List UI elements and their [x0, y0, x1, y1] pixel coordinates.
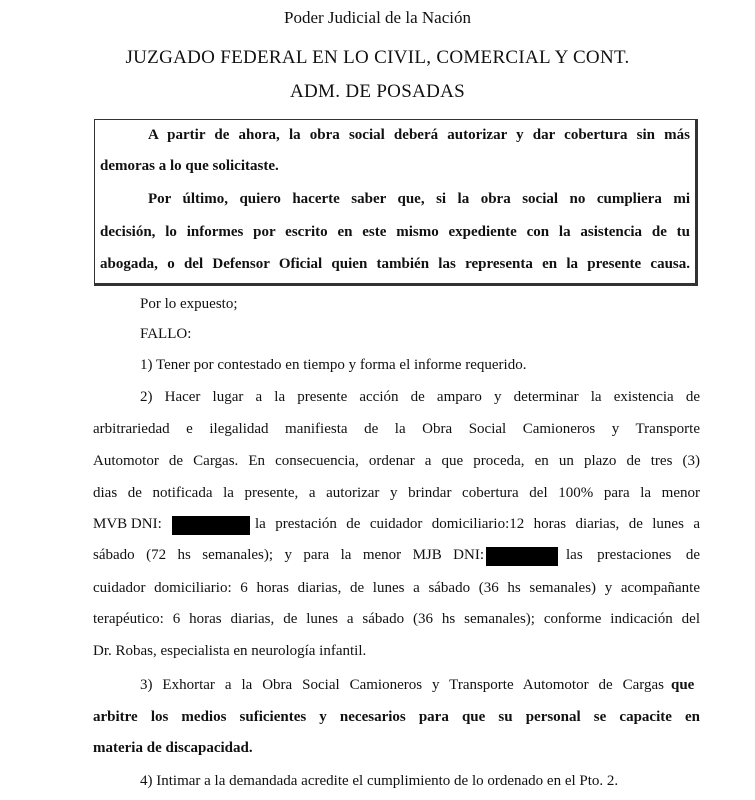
item-2-line: arbitrariedad e ilegalidad manifiesta de la Obra Social Camioneros y Transporte	[93, 421, 700, 437]
item-2-line: las prestaciones de	[566, 547, 700, 563]
item-2-line: Dr. Robas, especialista en neurología infantil.	[93, 643, 367, 659]
item-2-dni-label: MVB DNI:	[93, 516, 162, 532]
item-2-line: la prestación de cuidador domiciliario:12 horas diarias, de lunes a	[255, 516, 700, 532]
box-line: A partir de ahora, la obra social deberá autorizar y dar cobertura sin más	[148, 127, 690, 143]
item-2-line: dias de notificada la presente, a autorizar y brindar cobertura del 100% para la menor	[93, 485, 700, 501]
box-line: demoras a lo que solicitaste.	[100, 158, 279, 174]
box-line: abogada, o del Defensor Oficial quien también las representa en la presente causa.	[100, 256, 690, 272]
redaction-block	[486, 547, 558, 566]
box-line: Por último, quiero hacerte saber que, si la obra social no cumpliera mi	[148, 191, 690, 207]
court-title-line2: ADM. DE POSADAS	[290, 81, 465, 102]
item-2-line: Automotor de Cargas. En consecuencia, ordenar a que proceda, en un plazo de tres (3)	[93, 453, 700, 469]
item-3-bold-word: que	[671, 677, 695, 693]
paragraph-expuesto: Por lo expuesto;	[140, 296, 238, 312]
item-4: 4) Intimar a la demandada acredite el cumplimiento de lo ordenado en el Pto. 2.	[140, 773, 619, 789]
redaction-block	[172, 516, 250, 535]
paragraph-fallo: FALLO:	[140, 326, 192, 342]
item-3-line: arbitre los medios suficientes y necesarios para que su personal se capacite en	[93, 709, 700, 725]
court-title-line1: JUZGADO FEDERAL EN LO CIVIL, COMERCIAL Y CONT.	[125, 47, 630, 68]
item-3-line: materia de discapacidad.	[93, 740, 253, 756]
court-name: Poder Judicial de la Nación	[284, 8, 471, 27]
item-2-line: cuidador domiciliario: 6 horas diarias, de lunes a sábado (36 hs semanales) y acompañante	[93, 580, 700, 596]
item-1: 1) Tener por contestado en tiempo y forma el informe requerido.	[140, 357, 527, 373]
item-2-line: terapéutico: 6 horas diarias, de lunes a sábado (36 hs semanales); conforme indicación del	[93, 611, 700, 627]
item-3-line: 3) Exhortar a la Obra Social Camioneros y Transporte Automotor de Cargas	[140, 677, 664, 693]
item-2-line: sábado (72 hs semanales); y para la menor MJB DNI:	[93, 547, 484, 563]
item-2-line: 2) Hacer lugar a la presente acción de amparo y determinar la existencia de	[140, 389, 700, 405]
box-line: decisión, lo informes por escrito en este mismo expediente con la asistencia de tu	[100, 224, 690, 240]
